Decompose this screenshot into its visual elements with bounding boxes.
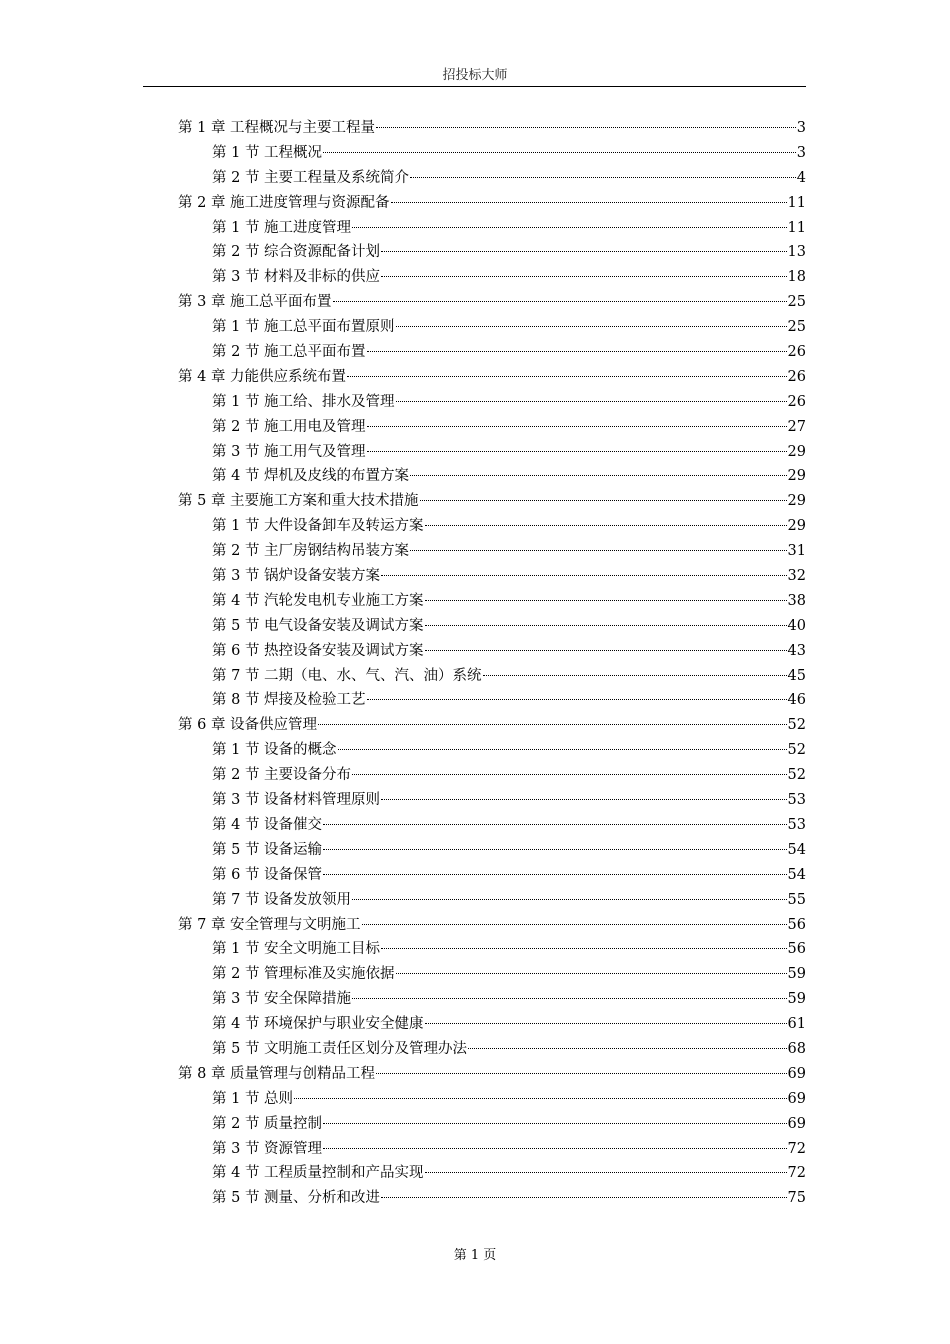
page-number: 第 1 页: [453, 1248, 497, 1263]
toc-page-number: 11: [787, 219, 806, 236]
toc-page-number: 68: [787, 1040, 806, 1057]
toc-section-entry[interactable]: [178, 937, 806, 962]
toc-entry-title: 第 7 节 设备发放领用: [212, 891, 352, 908]
toc-dot-leader: [347, 376, 786, 377]
toc-entry-title: 第 7 章 安全管理与文明施工: [178, 916, 361, 933]
toc-page-number: 29: [787, 443, 806, 460]
toc-section-entry[interactable]: [178, 863, 806, 888]
toc-page-number: 54: [787, 841, 806, 858]
toc-entry-title: 第 2 节 管理标准及实施依据: [212, 966, 395, 983]
toc-dot-leader: [367, 351, 787, 352]
toc-entry-title: 第 3 节 材料及非标的供应: [212, 269, 381, 286]
toc-section-entry[interactable]: [178, 315, 806, 340]
toc-page-number: 52: [787, 767, 806, 784]
toc-page-number: 75: [787, 1190, 806, 1207]
toc-page-number: 31: [787, 543, 806, 560]
toc-entry-title: 第 2 节 施工总平面布置: [212, 344, 366, 361]
toc-section-entry[interactable]: [178, 1137, 806, 1162]
toc-dot-leader: [352, 998, 786, 999]
toc-entry-title: 第 4 节 焊机及皮线的布置方案: [212, 468, 410, 485]
toc-entry-title: 第 4 节 汽轮发电机专业施工方案: [212, 592, 424, 609]
toc-entry-title: 第 3 节 施工用气及管理: [212, 443, 366, 460]
toc-page-number: 61: [787, 1016, 806, 1033]
toc-dot-leader: [410, 475, 786, 476]
toc-entry-title: 第 2 节 质量控制: [212, 1115, 323, 1132]
toc-entry-title: 第 2 章 施工进度管理与资源配备: [178, 194, 390, 211]
toc-page-number: 26: [787, 393, 806, 410]
toc-page-number: 26: [787, 368, 806, 385]
toc-dot-leader: [420, 500, 787, 501]
toc-dot-leader: [367, 426, 787, 427]
toc-entry-title: 第 5 节 电气设备安装及调试方案: [212, 617, 424, 634]
toc-section-entry[interactable]: [178, 1112, 806, 1137]
toc-entry-title: 第 4 节 工程质量控制和产品实现: [212, 1165, 424, 1182]
toc-entry-title: 第 1 节 施工总平面布置原则: [212, 319, 395, 336]
toc-chapter-entry[interactable]: [178, 489, 806, 514]
toc-entry-title: 第 2 节 主厂房钢结构吊装方案: [212, 543, 410, 560]
toc-entry-title: 第 1 节 设备的概念: [212, 742, 337, 759]
toc-entry-title: 第 1 节 工程概况: [212, 144, 323, 161]
toc-dot-leader: [425, 650, 787, 651]
toc-dot-leader: [323, 824, 786, 825]
toc-entry-title: 第 6 节 设备保管: [212, 866, 323, 883]
toc-entry-title: 第 2 节 综合资源配备计划: [212, 244, 381, 261]
toc-dot-leader: [381, 1197, 786, 1198]
toc-page-number: 72: [787, 1165, 806, 1182]
toc-dot-leader: [396, 326, 787, 327]
toc-entry-title: 第 5 节 测量、分析和改进: [212, 1190, 381, 1207]
toc-section-entry[interactable]: [178, 1161, 806, 1186]
table-of-contents: [178, 116, 806, 1211]
toc-dot-leader: [352, 899, 786, 900]
toc-entry-title: 第 1 节 安全文明施工目标: [212, 941, 381, 958]
toc-dot-leader: [425, 525, 787, 526]
toc-section-entry[interactable]: [178, 614, 806, 639]
toc-section-entry[interactable]: [178, 888, 806, 913]
toc-dot-leader: [425, 1172, 787, 1173]
toc-entry-title: 第 3 节 安全保障措施: [212, 991, 352, 1008]
toc-page-number: 27: [787, 418, 806, 435]
toc-section-entry[interactable]: [178, 464, 806, 489]
toc-entry-title: 第 4 节 设备催交: [212, 816, 323, 833]
toc-page-number: 13: [787, 244, 806, 261]
toc-page-number: 3: [796, 144, 806, 161]
toc-chapter-entry[interactable]: [178, 290, 806, 315]
toc-section-entry[interactable]: [178, 1186, 806, 1211]
toc-section-entry[interactable]: [178, 240, 806, 265]
toc-chapter-entry[interactable]: [178, 116, 806, 141]
toc-chapter-entry[interactable]: [178, 191, 806, 216]
toc-page-number: 43: [787, 642, 806, 659]
toc-chapter-entry[interactable]: [178, 713, 806, 738]
toc-entry-title: 第 5 章 主要施工方案和重大技术措施: [178, 493, 419, 510]
toc-section-entry[interactable]: [178, 216, 806, 241]
toc-section-entry[interactable]: [178, 265, 806, 290]
toc-entry-title: 第 1 节 施工给、排水及管理: [212, 393, 395, 410]
toc-section-entry[interactable]: [178, 390, 806, 415]
toc-page-number: 11: [787, 194, 806, 211]
toc-page-number: 29: [787, 493, 806, 510]
toc-section-entry[interactable]: [178, 987, 806, 1012]
toc-page-number: 72: [787, 1140, 806, 1157]
toc-entry-title: 第 4 章 力能供应系统布置: [178, 368, 347, 385]
toc-section-entry[interactable]: [178, 440, 806, 465]
header-divider: [143, 86, 806, 87]
toc-section-entry[interactable]: [178, 141, 806, 166]
toc-page-number: 69: [787, 1065, 806, 1082]
toc-entry-title: 第 3 节 设备材料管理原则: [212, 792, 381, 809]
toc-page-number: 25: [787, 319, 806, 336]
toc-entry-title: 第 7 节 二期（电、水、气、汽、油）系统: [212, 667, 482, 684]
toc-dot-leader: [391, 202, 787, 203]
toc-entry-title: 第 2 节 主要工程量及系统简介: [212, 169, 410, 186]
toc-section-entry[interactable]: [178, 415, 806, 440]
toc-dot-leader: [483, 675, 787, 676]
toc-page-number: 69: [787, 1090, 806, 1107]
toc-dot-leader: [352, 774, 786, 775]
toc-dot-leader: [323, 849, 786, 850]
toc-page-number: 52: [787, 742, 806, 759]
toc-section-entry[interactable]: [178, 166, 806, 191]
toc-dot-leader: [381, 276, 786, 277]
toc-section-entry[interactable]: [178, 688, 806, 713]
toc-dot-leader: [410, 550, 786, 551]
toc-dot-leader: [376, 127, 796, 128]
toc-dot-leader: [425, 625, 787, 626]
toc-dot-leader: [410, 177, 796, 178]
toc-entry-title: 第 2 节 主要设备分布: [212, 767, 352, 784]
toc-section-entry[interactable]: [178, 514, 806, 539]
toc-dot-leader: [376, 1073, 786, 1074]
toc-page-number: 53: [787, 816, 806, 833]
toc-entry-title: 第 5 节 文明施工责任区划分及管理办法: [212, 1040, 468, 1057]
toc-entry-title: 第 3 章 施工总平面布置: [178, 294, 332, 311]
toc-page-number: 56: [787, 941, 806, 958]
toc-page-number: 29: [787, 468, 806, 485]
toc-dot-leader: [333, 301, 787, 302]
toc-entry-title: 第 5 节 设备运输: [212, 841, 323, 858]
toc-dot-leader: [381, 575, 786, 576]
toc-entry-title: 第 2 节 施工用电及管理: [212, 418, 366, 435]
toc-section-entry[interactable]: [178, 564, 806, 589]
toc-entry-title: 第 1 节 总则: [212, 1090, 294, 1107]
toc-entry-title: 第 1 节 大件设备卸车及转运方案: [212, 518, 424, 535]
toc-dot-leader: [362, 924, 787, 925]
toc-page-number: 29: [787, 518, 806, 535]
toc-dot-leader: [323, 1123, 786, 1124]
toc-entry-title: 第 6 节 热控设备安装及调试方案: [212, 642, 424, 659]
toc-section-entry[interactable]: [178, 788, 806, 813]
toc-dot-leader: [468, 1048, 786, 1049]
toc-chapter-entry[interactable]: [178, 365, 806, 390]
toc-dot-leader: [352, 227, 786, 228]
toc-page-number: 18: [787, 269, 806, 286]
toc-entry-title: 第 1 节 施工进度管理: [212, 219, 352, 236]
toc-dot-leader: [381, 251, 786, 252]
toc-dot-leader: [381, 948, 786, 949]
toc-entry-title: 第 8 章 质量管理与创精品工程: [178, 1065, 376, 1082]
toc-page-number: 45: [787, 667, 806, 684]
toc-section-entry[interactable]: [178, 664, 806, 689]
toc-dot-leader: [323, 1148, 786, 1149]
toc-dot-leader: [396, 401, 787, 402]
toc-page-number: 25: [787, 294, 806, 311]
toc-dot-leader: [318, 724, 786, 725]
toc-page-number: 40: [787, 617, 806, 634]
toc-page-number: 56: [787, 916, 806, 933]
toc-page-number: 4: [796, 169, 806, 186]
toc-entry-title: 第 6 章 设备供应管理: [178, 717, 318, 734]
toc-entry-title: 第 4 节 环境保护与职业安全健康: [212, 1016, 424, 1033]
toc-page-number: 26: [787, 344, 806, 361]
toc-dot-leader: [425, 600, 787, 601]
toc-dot-leader: [367, 699, 787, 700]
toc-section-entry[interactable]: [178, 763, 806, 788]
toc-entry-title: 第 3 节 资源管理: [212, 1140, 323, 1157]
page-header: 招投标大师: [442, 68, 508, 83]
toc-section-entry[interactable]: [178, 539, 806, 564]
toc-dot-leader: [425, 1023, 787, 1024]
toc-section-entry[interactable]: [178, 813, 806, 838]
toc-page-number: 59: [787, 991, 806, 1008]
toc-page-number: 55: [787, 891, 806, 908]
toc-page-number: 59: [787, 966, 806, 983]
toc-section-entry[interactable]: [178, 1037, 806, 1062]
toc-dot-leader: [338, 749, 787, 750]
toc-chapter-entry[interactable]: [178, 913, 806, 938]
toc-page-number: 69: [787, 1115, 806, 1132]
toc-page-number: 52: [787, 717, 806, 734]
toc-page-number: 32: [787, 568, 806, 585]
toc-section-entry[interactable]: [178, 1087, 806, 1112]
toc-section-entry[interactable]: [178, 962, 806, 987]
toc-section-entry[interactable]: [178, 639, 806, 664]
toc-page-number: 54: [787, 866, 806, 883]
toc-dot-leader: [294, 1098, 786, 1099]
toc-dot-leader: [367, 451, 787, 452]
toc-entry-title: 第 3 节 锅炉设备安装方案: [212, 568, 381, 585]
toc-page-number: 38: [787, 592, 806, 609]
toc-entry-title: 第 8 节 焊接及检验工艺: [212, 692, 366, 709]
toc-section-entry[interactable]: [178, 589, 806, 614]
toc-entry-title: 第 1 章 工程概况与主要工程量: [178, 120, 376, 136]
toc-chapter-entry[interactable]: [178, 1062, 806, 1087]
toc-page-number: 53: [787, 792, 806, 809]
toc-section-entry[interactable]: [178, 838, 806, 863]
toc-page-number: 3: [796, 120, 806, 136]
toc-dot-leader: [323, 874, 786, 875]
toc-section-entry[interactable]: [178, 1012, 806, 1037]
toc-dot-leader: [323, 152, 796, 153]
toc-dot-leader: [396, 973, 787, 974]
toc-dot-leader: [381, 799, 786, 800]
toc-section-entry[interactable]: [178, 738, 806, 763]
toc-section-entry[interactable]: [178, 340, 806, 365]
toc-page-number: 46: [787, 692, 806, 709]
